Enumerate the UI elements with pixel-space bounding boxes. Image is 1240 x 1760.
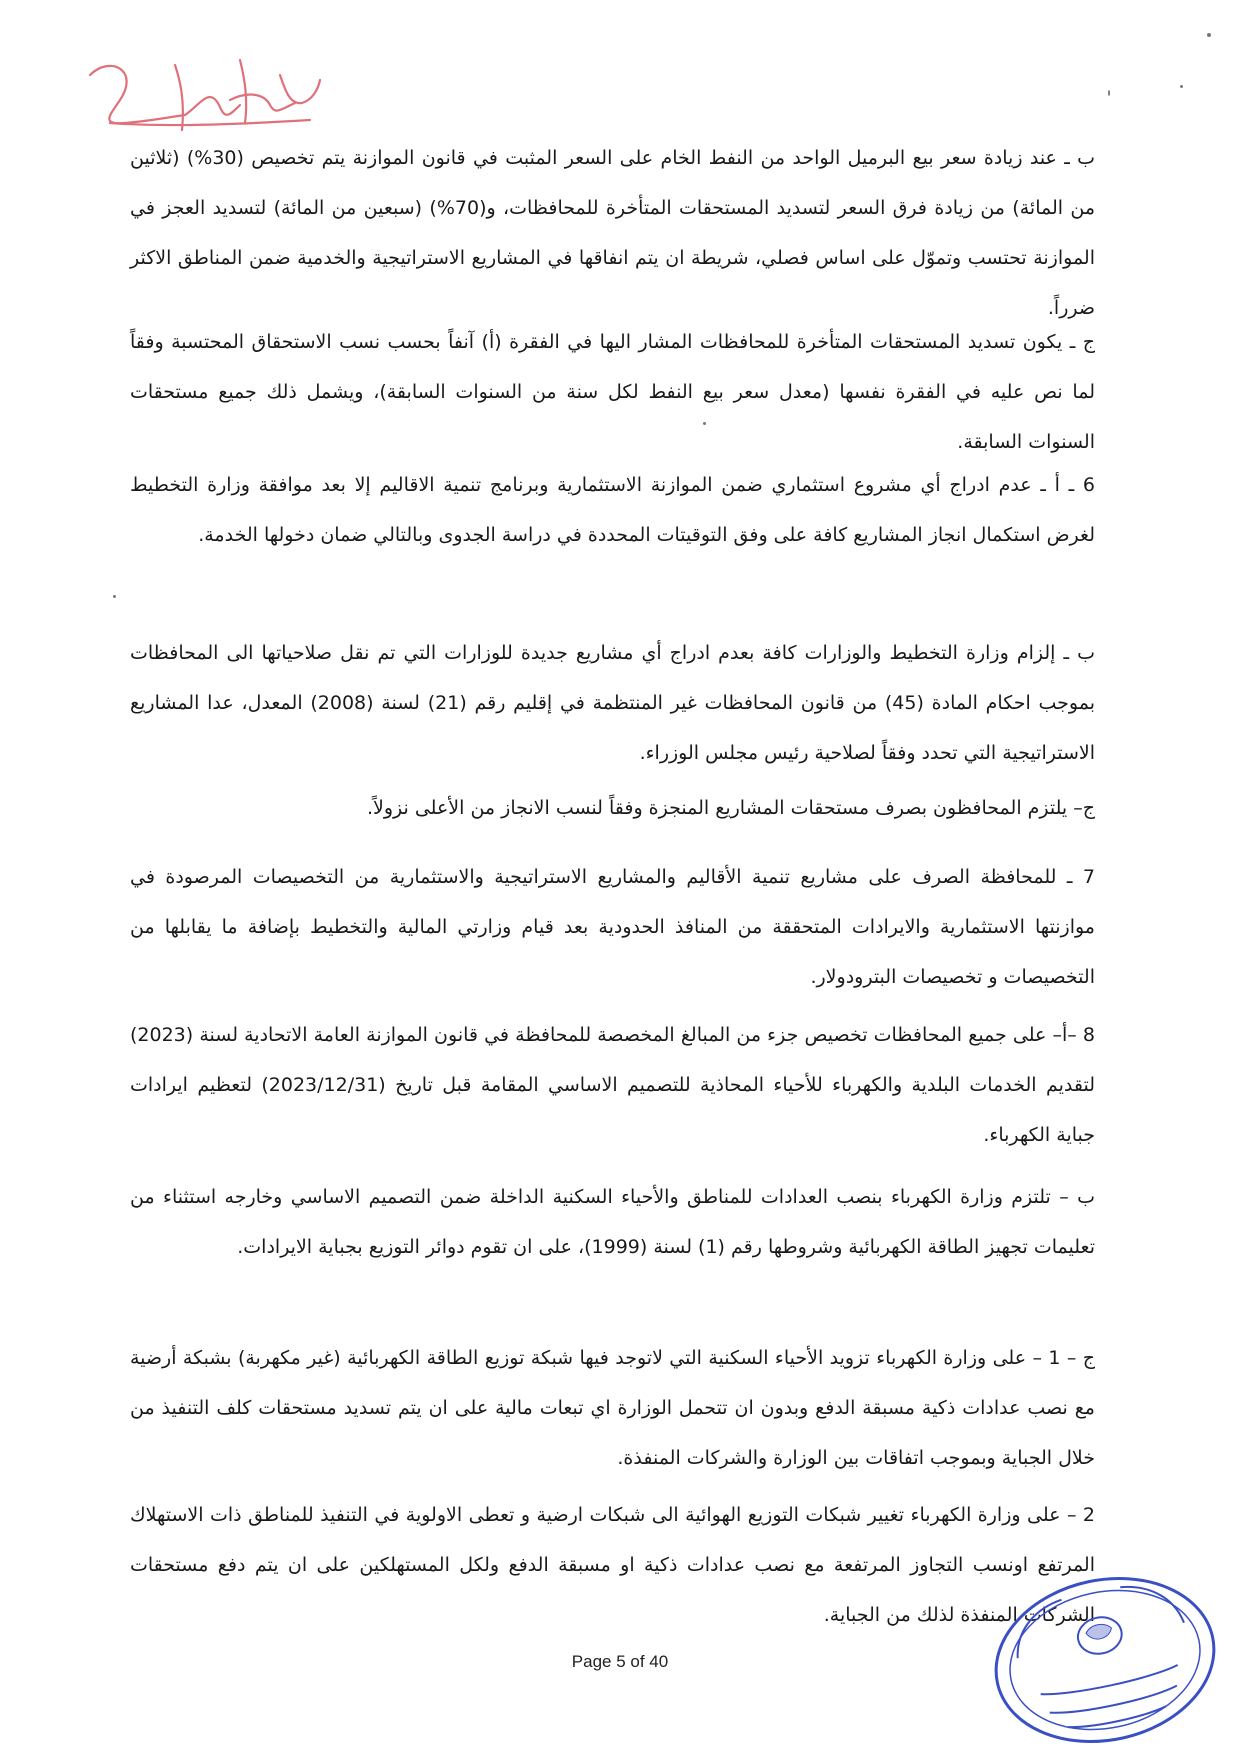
paragraph-6a-investment-projects: 6 ـ أ ـ عدم ادراج أي مشروع استثماري ضمن الموازنة الاستثمارية وبرنامج تنمية الاقاليم إلا بعد موافقة وزارة التخطيط لغرض استكمال انجاز المشاريع كافة على وفق التوقيتات المحددة في دراسة الجدوى وبالتالي ضمان دخولها الخدمة. [130, 474, 1095, 546]
scan-speck [113, 595, 116, 598]
paragraph-7-province-spending: 7 ـ للمحافظة الصرف على مشاريع تنمية الأقاليم والمشاريع الاستراتيجية والاستثمارية من التخصيصات المرصودة في موازنتها الاستثمارية والايرادات المتحققة من المنافذ الحدودية بعد قيام وزارتي المالية والتخطيط بإضافة ما يقابلها من التخصيصات و تخصيصات البترودولار. [130, 866, 1095, 988]
paragraph-6c-governors: ج– يلتزم المحافظون بصرف مستحقات المشاريع المنجزة وفقاً لنسب الانجاز من الأعلى نزولاً. [366, 797, 1095, 819]
scan-speck [1180, 85, 1183, 88]
page-number: Page 5 of 40 [571, 1652, 669, 1671]
paragraph-8c1-residential-grid: ج – 1 – على وزارة الكهرباء تزويد الأحياء السكنية التي لاتوجد فيها شبكة توزيع الطاقة الكهربائية (غير مكهربة) بشبكة أرضية مع نصب عدادات ذكية مسبقة الدفع وبدون ان تتحمل الوزارة اي تبعات مالية على ان يتم تسديد مستحقات كلف التنفيذ من خلال الجباية وبموجب اتفاقات بين الوزارة والشركات المنفذة. [130, 1347, 1095, 1469]
paragraph-8b-electricity-meters: ب – تلتزم وزارة الكهرباء بنصب العدادات للمناطق والأحياء السكنية الداخلة ضمن التصميم الاساسي وخارجه استثناء من تعليمات تجهيز الطاقة الكهربائية وشروطها رقم (1) لسنة (1999)، على ان تقوم دوائر التوزيع بجباية الايرادات. [130, 1186, 1095, 1258]
paragraph-c-arrears: ج ـ يكون تسديد المستحقات المتأخرة للمحافظات المشار اليها في الفقرة (أ) آنفاً بحسب نسب الاستحقاق المحتسبة وفقاً لما نص عليه في الفقرة نفسها (معدل سعر بيع النفط لكل سنة من السنوات السابقة)، ويشمل ذلك جميع مستحقات السنوات السابقة. [130, 331, 1095, 453]
paragraph-8a-municipal-services: 8 –أ– على جميع المحافظات تخصيص جزء من المبالغ المخصصة للمحافظة في قانون الموازنة العامة الاتحادية لسنة (2023) لتقديم الخدمات البلدية والكهرباء للأحياء المحاذية للتصميم الاساسي المقامة قبل تاريخ (2023/12/31) لتعظيم ايرادات جباية الكهرباء. [130, 1024, 1095, 1146]
scan-speck [1207, 33, 1211, 37]
scan-speck [1108, 90, 1110, 96]
paragraph-6b-planning-ministry: ب ـ إلزام وزارة التخطيط والوزارات كافة بعدم ادراج أي مشاريع جديدة للوزارات التي تم نقل صلاحياتها الى المحافظات بموجب احكام المادة (45) من قانون المحافظات غير المنتظمة في إقليم رقم (21) لسنة (2008) المعدل، عدا المشاريع الاستراتيجية التي تحدد وفقاً لصلاحية رئيس مجلس الوزراء. [130, 642, 1095, 764]
official-stamp [980, 1560, 1230, 1760]
paragraph-b-oil-surplus: ب ـ عند زيادة سعر بيع البرميل الواحد من النفط الخام على السعر المثبت في قانون الموازنة يتم تخصيص (30%) (ثلاثين من المائة) من زيادة فرق السعر لتسديد المستحقات المتأخرة للمحافظات، و(70%) (سبعين من المائة) لتسديد العجز في الموازنة تحتسب وتموّل على اساس فصلي، شريطة ان يتم انفاقها في المشاريع الاستراتيجية والخدمية ضمن المناطق الاكثر ضرراً. [130, 147, 1096, 319]
paragraph-8c2-underground-networks: 2 – على وزارة الكهرباء تغيير شبكات التوزيع الهوائية الى شبكات ارضية و تعطى الاولوية في التنفيذ للمناطق ذات الاستهلاك المرتفع اونسب التجاوز المرتفعة مع نصب عدادات ذكية او مسبقة الدفع ولكل المستهلكين على ان يتم دفع مستحقات الشركات المنفذة لذلك من الجباية. [130, 1504, 1095, 1626]
